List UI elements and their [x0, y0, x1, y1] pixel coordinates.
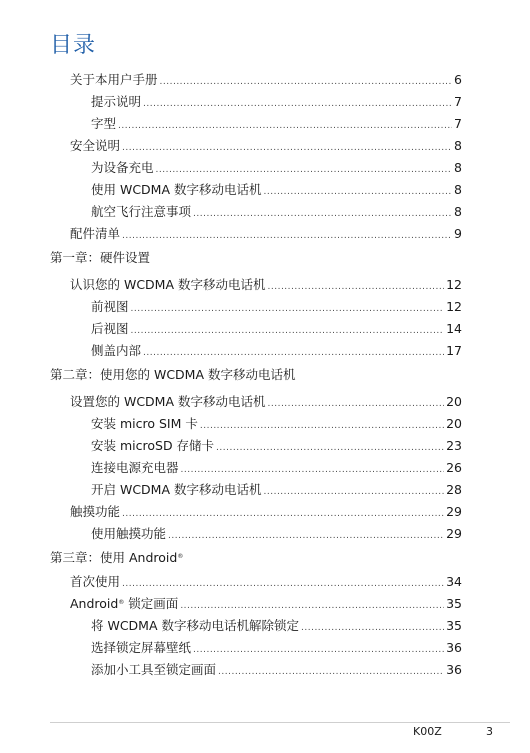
toc-entry-label: 安装 micro SIM 卡	[91, 416, 198, 431]
toc-entry[interactable]	[91, 159, 462, 177]
dot-leader	[180, 597, 444, 615]
dot-leader	[168, 527, 444, 545]
toc-entry-page: 8	[454, 182, 462, 197]
toc-entry-label: 触摸功能	[70, 504, 121, 519]
toc-entry-page: 9	[454, 226, 462, 241]
dot-leader	[122, 227, 452, 245]
dot-leader	[131, 300, 445, 318]
dot-leader	[156, 161, 453, 179]
toc-entry-label: 关于本用户手册	[70, 72, 158, 87]
toc-entry-page: 14	[446, 321, 462, 336]
dot-leader	[200, 417, 444, 435]
toc-entry[interactable]	[91, 115, 462, 133]
dot-leader	[301, 619, 444, 637]
toc-entry-label: 后视图	[91, 321, 129, 336]
toc-entry[interactable]	[91, 639, 462, 657]
toc-entry-label: 将 WCDMA 数字移动电话机解除锁定	[91, 618, 299, 633]
chapter-heading-label: 第三章：使用 Android	[50, 550, 178, 565]
toc-entry[interactable]	[70, 276, 462, 294]
toc-entry-label: 添加小工具至锁定画面	[91, 662, 217, 677]
toc-entry[interactable]	[91, 181, 462, 199]
toc-entry-label: 连接电源充电器	[91, 460, 179, 475]
toc-entry[interactable]	[91, 93, 462, 111]
chapter-heading[interactable]: 第一章：硬件设置	[50, 250, 151, 265]
toc-entry-page: 34	[446, 574, 462, 589]
toc-entry[interactable]	[70, 503, 462, 521]
toc-entry-label: 字型	[91, 116, 117, 131]
toc-entry[interactable]	[70, 573, 462, 591]
dot-leader	[131, 322, 445, 340]
toc-entry[interactable]	[70, 137, 462, 155]
toc-entry-page: 17	[446, 343, 462, 358]
chapter-heading[interactable]: 第二章：使用您的 WCDMA 数字移动电话机	[50, 367, 296, 382]
toc-entry[interactable]	[91, 459, 462, 477]
toc-entry[interactable]	[70, 225, 462, 243]
registered-mark: ®	[118, 599, 125, 606]
chapter-heading[interactable]	[50, 549, 183, 567]
toc-entry[interactable]	[91, 617, 462, 635]
dot-leader	[264, 483, 445, 501]
toc-entry[interactable]	[70, 71, 462, 89]
dot-leader	[218, 663, 444, 681]
dot-leader	[268, 278, 445, 296]
toc-entry-label: 安全说明	[70, 138, 121, 153]
dot-leader	[143, 344, 444, 362]
toc-entry-label: 首次使用	[70, 574, 121, 589]
toc-entry-page: 28	[446, 482, 462, 497]
dot-leader	[122, 139, 452, 157]
toc-entry[interactable]	[91, 298, 462, 316]
toc-entry-page: 12	[446, 277, 462, 292]
toc-entry-label: 使用 WCDMA 数字移动电话机	[91, 182, 262, 197]
toc-entry-label	[70, 595, 178, 613]
dot-leader	[122, 575, 444, 593]
toc-entry-page: 8	[454, 138, 462, 153]
dot-leader	[268, 395, 445, 413]
footer-divider	[50, 722, 510, 723]
registered-mark: ®	[177, 553, 184, 560]
toc-entry-page: 23	[446, 438, 462, 453]
toc-entry-label: 选择锁定屏幕壁纸	[91, 640, 192, 655]
dot-leader	[193, 205, 452, 223]
toc-entry-label: 安装 microSD 存储卡	[91, 438, 215, 453]
toc-entry[interactable]	[91, 342, 462, 360]
page-number: 3	[486, 725, 493, 738]
toc-entry-page: 36	[446, 640, 462, 655]
toc-entry-label: 开启 WCDMA 数字移动电话机	[91, 482, 262, 497]
toc-entry-label: 认识您的 WCDMA 数字移动电话机	[70, 277, 266, 292]
dot-leader	[160, 73, 453, 91]
toc-entry-label: 使用触摸功能	[91, 526, 167, 541]
toc-entry[interactable]	[91, 661, 462, 679]
dot-leader	[193, 641, 444, 659]
toc-entry-page: 8	[454, 160, 462, 175]
toc-entry[interactable]	[70, 595, 462, 613]
toc-entry-page: 12	[446, 299, 462, 314]
toc-entry[interactable]	[70, 393, 462, 411]
dot-leader	[264, 183, 453, 201]
toc-entry[interactable]	[91, 203, 462, 221]
toc-entry[interactable]	[91, 481, 462, 499]
dot-leader	[143, 95, 452, 113]
page-title: 目录	[50, 33, 97, 58]
toc-entry-page: 20	[446, 394, 462, 409]
toc-entry-page: 29	[446, 526, 462, 541]
toc-entry-page: 36	[446, 662, 462, 677]
toc-entry-page: 7	[454, 94, 462, 109]
toc-entry[interactable]	[91, 415, 462, 433]
toc-entry-label-suffix: 锁定画面	[124, 596, 179, 611]
toc-entry[interactable]	[91, 320, 462, 338]
toc-entry-label-prefix: Android	[70, 596, 119, 611]
toc-entry-label: 提示说明	[91, 94, 142, 109]
toc-entry[interactable]	[91, 525, 462, 543]
footer-model: K00Z	[413, 725, 442, 738]
dot-leader	[118, 117, 452, 135]
toc-entry-page: 7	[454, 116, 462, 131]
toc-entry-page: 35	[446, 618, 462, 633]
toc-entry-label: 航空飞行注意事项	[91, 204, 192, 219]
toc-entry-page: 20	[446, 416, 462, 431]
dot-leader	[122, 505, 444, 523]
toc-entry-page: 29	[446, 504, 462, 519]
toc-entry-page: 26	[446, 460, 462, 475]
dot-leader	[181, 461, 445, 479]
toc-entry-page: 8	[454, 204, 462, 219]
dot-leader	[216, 439, 444, 457]
toc-entry-label: 配件清单	[70, 226, 121, 241]
toc-entry-label: 侧盖内部	[91, 343, 142, 358]
toc-entry[interactable]	[91, 437, 462, 455]
toc-entry-label: 为设备充电	[91, 160, 154, 175]
toc-entry-page: 6	[454, 72, 462, 87]
toc-entry-label: 前视图	[91, 299, 129, 314]
toc-entry-label: 设置您的 WCDMA 数字移动电话机	[70, 394, 266, 409]
toc-entry-page: 35	[446, 596, 462, 611]
